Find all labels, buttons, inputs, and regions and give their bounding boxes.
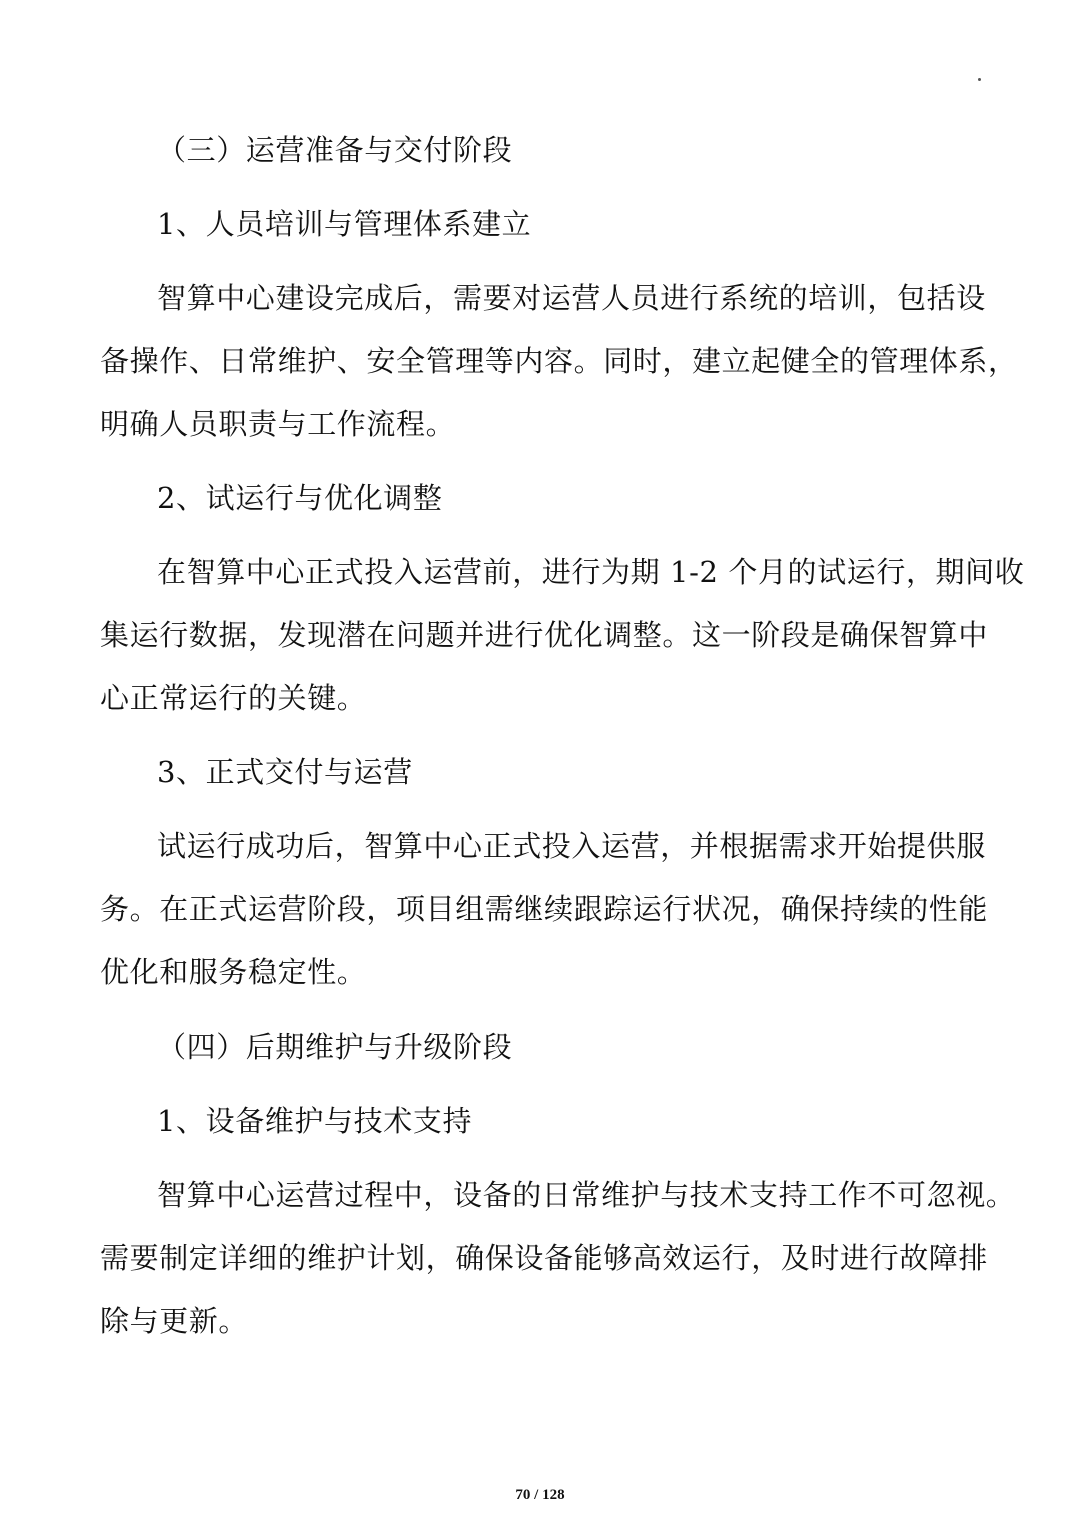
paragraph-line: 智算中心建设完成后，需要对运营人员进行系统的培训，包括设 bbox=[157, 281, 986, 315]
paragraph-line: 在智算中心正式投入运营前，进行为期 1-2 个月的试运行，期间收 bbox=[157, 555, 1025, 589]
paragraph-line: 优化和服务稳定性。 bbox=[100, 955, 367, 989]
section-heading: （三）运营准备与交付阶段 bbox=[157, 133, 513, 167]
subsection-title: 2、试运行与优化调整 bbox=[157, 481, 443, 515]
paragraph-line: 试运行成功后，智算中心正式投入运营，并根据需求开始提供服 bbox=[157, 829, 986, 863]
paragraph-line: 备操作、日常维护、安全管理等内容。同时，建立起健全的管理体系， bbox=[100, 344, 1018, 378]
paragraph-line: 智算中心运营过程中，设备的日常维护与技术支持工作不可忽视。 bbox=[157, 1178, 1016, 1212]
subsection-title: 1、设备维护与技术支持 bbox=[157, 1104, 473, 1138]
page-number: 70 / 128 bbox=[515, 1487, 565, 1503]
section-heading: （四）后期维护与升级阶段 bbox=[157, 1030, 513, 1064]
paragraph-line: 心正常运行的关键。 bbox=[100, 681, 367, 715]
paragraph-line: 务。在正式运营阶段，项目组需继续跟踪运行状况，确保持续的性能 bbox=[100, 892, 989, 926]
subsection-title: 1、人员培训与管理体系建立 bbox=[157, 207, 532, 241]
paragraph-line: 除与更新。 bbox=[100, 1304, 249, 1338]
corner-mark bbox=[978, 78, 981, 81]
paragraph-line: 需要制定详细的维护计划，确保设备能够高效运行，及时进行故障排 bbox=[100, 1241, 989, 1275]
paragraph-line: 明确人员职责与工作流程。 bbox=[100, 407, 456, 441]
subsection-title: 3、正式交付与运营 bbox=[157, 755, 413, 789]
paragraph-line: 集运行数据，发现潜在问题并进行优化调整。这一阶段是确保智算中 bbox=[100, 618, 989, 652]
